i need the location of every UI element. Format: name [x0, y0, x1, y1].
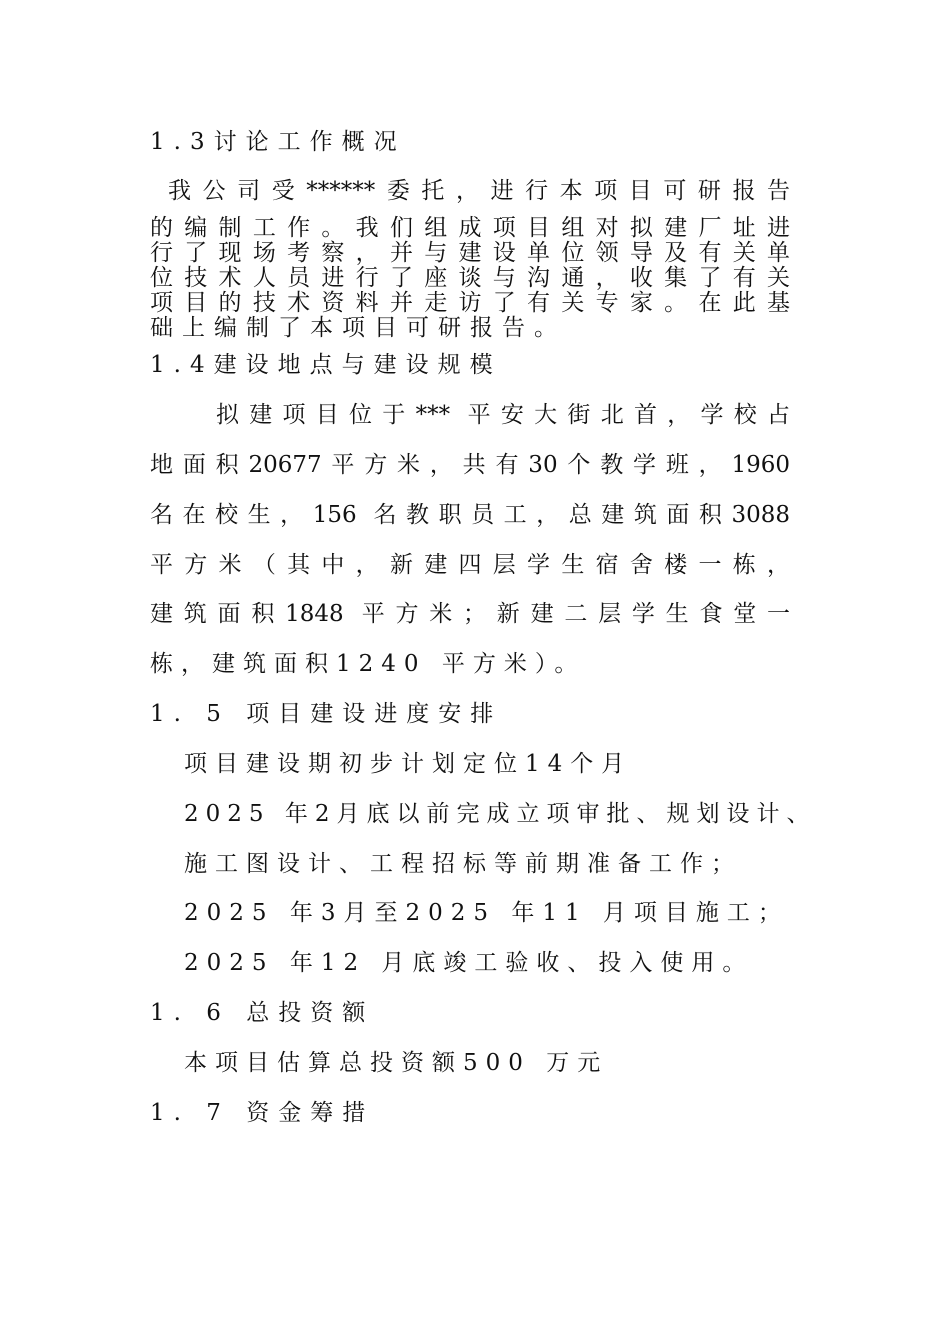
paragraph-line: 2025 年12 月底竣工验收、投入使用。 [184, 950, 754, 976]
paragraph-line: 名在校生，156 名教职员工，总建筑面积3088 [150, 502, 790, 528]
section-heading-1-6: 1. 6 总投资额 [150, 1000, 375, 1026]
paragraph-line: 2025 年3月至2025 年11 月项目施工； [184, 900, 789, 926]
paragraph-line: 的编制工作。我们组成项目组对拟建厂址进 [150, 215, 790, 241]
section-heading-1-7: 1. 7 资金筹措 [150, 1100, 375, 1126]
section-heading-1-5: 1. 5 项目建设进度安排 [150, 701, 503, 727]
paragraph-line: 平方米（其中，新建四层学生宿舍楼一栋， [150, 552, 790, 578]
paragraph-line: 建筑面积1848 平方米；新建二层学生食堂一 [150, 601, 790, 627]
paragraph-line: 础上编制了本项目可研报告。 [150, 315, 566, 341]
section-heading-1-4: 1.4建设地点与建设规模 [150, 352, 502, 378]
paragraph-line: 项目的技术资料并走访了有关专家。在此基 [150, 290, 790, 316]
paragraph-line: 位技术人员进行了座谈与沟通，收集了有关 [150, 265, 790, 291]
paragraph-line: 栋，建筑面积1240 平方米）。 [150, 651, 586, 677]
paragraph-line: 项目建设期初步计划定位14个月 [184, 751, 633, 777]
paragraph-line: 2025 年2月底以前完成立项审批、规划设计、 [184, 801, 817, 827]
section-heading-1-3: 1.3讨论工作概况 [150, 129, 406, 155]
paragraph-line: 行了现场考察，并与建设单位领导及有关单 [150, 240, 790, 266]
paragraph-line: 拟建项目位于*** 平安大街北首，学校占 [216, 402, 790, 428]
paragraph-line: 本项目估算总投资额500 万元 [184, 1050, 609, 1076]
paragraph-line: 施工图设计、工程招标等前期准备工作； [184, 851, 742, 877]
paragraph-line: 我公司受******委托，进行本项目可研报告 [168, 178, 790, 204]
paragraph-line: 地面积20677平方米，共有30个教学班，1960 [150, 452, 790, 478]
